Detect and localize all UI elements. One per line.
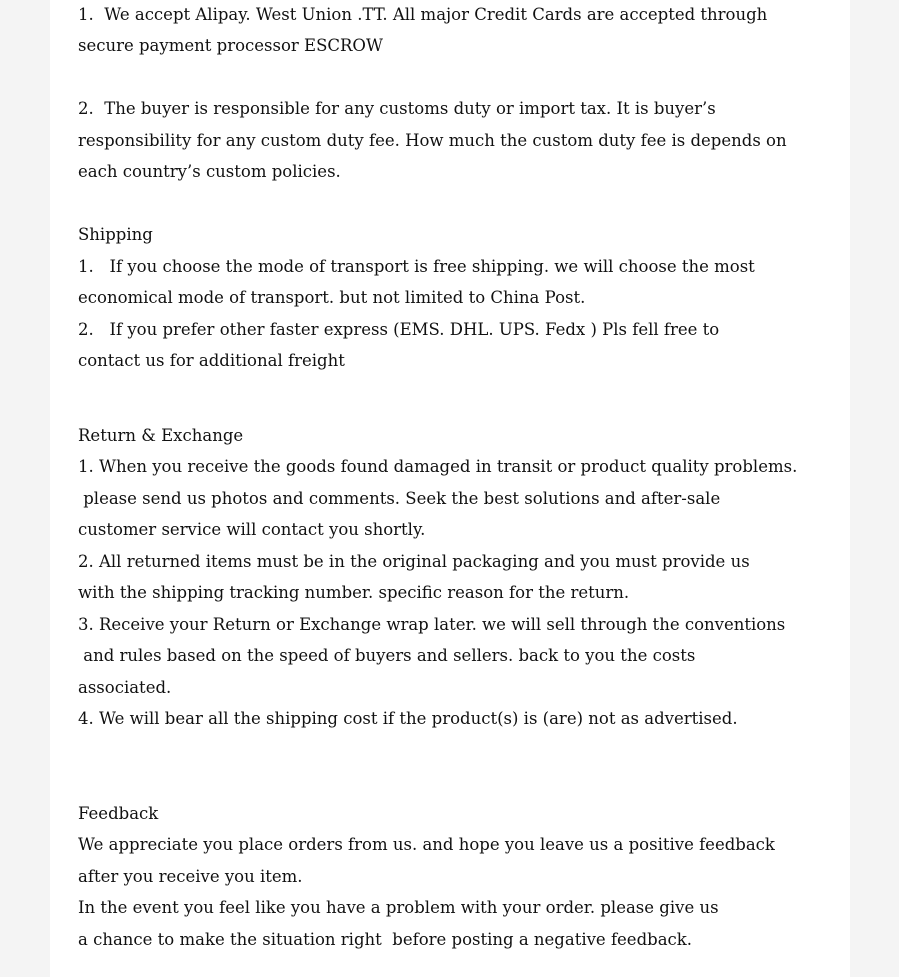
- feedback-line-1: We appreciate you place orders from us. and hope you leave us a positive feedback: [78, 835, 775, 854]
- payment-item-1-line-1: 1. We accept Alipay. West Union .TT. All major Credit Cards are accepted through: [78, 5, 768, 24]
- feedback-heading: Feedback: [78, 804, 159, 823]
- returns-heading: Return & Exchange: [78, 426, 244, 445]
- payment-item-2-line-2: responsibility for any custom duty fee. How much the custom duty fee is depends on: [78, 131, 787, 150]
- payment-item-1-line-2: secure payment processor ESCROW: [78, 36, 383, 55]
- returns-item-1-line-2: please send us photos and comments. Seek the best solutions and after-sale: [78, 489, 721, 508]
- feedback-line-2: after you receive you item.: [78, 867, 303, 886]
- returns-item-3-line-2: and rules based on the speed of buyers and sellers. back to you the costs: [78, 646, 696, 665]
- shipping-item-2-line-1: 2. If you prefer other faster express (EMS. DHL. UPS. Fedx ) Pls fell free to: [78, 320, 720, 339]
- returns-item-3-line-3: associated.: [78, 678, 172, 697]
- returns-item-3-line-1: 3. Receive your Return or Exchange wrap later. we will sell through the conventions: [78, 615, 786, 634]
- feedback-line-4: a chance to make the situation right before posting a negative feedback.: [78, 930, 693, 949]
- feedback-line-3: In the event you feel like you have a problem with your order. please give us: [78, 898, 719, 917]
- returns-item-1-line-1: 1. When you receive the goods found damaged in transit or product quality problems.: [78, 457, 798, 476]
- payment-item-2-line-3: each country’s custom policies.: [78, 162, 341, 181]
- returns-item-4-line-1: 4. We will bear all the shipping cost if the product(s) is (are) not as advertised.: [78, 709, 738, 728]
- returns-item-2-line-2: with the shipping tracking number. specific reason for the return.: [78, 583, 630, 602]
- shipping-item-1-line-1: 1. If you choose the mode of transport is free shipping. we will choose the most: [78, 257, 755, 276]
- returns-item-2-line-1: 2. All returned items must be in the original packaging and you must provide us: [78, 552, 750, 571]
- payment-item-2-line-1: 2. The buyer is responsible for any customs duty or import tax. It is buyer’s: [78, 99, 716, 118]
- shipping-heading: Shipping: [78, 225, 153, 244]
- shipping-item-2-line-2: contact us for additional freight: [78, 351, 345, 370]
- returns-item-1-line-3: customer service will contact you shortly.: [78, 520, 426, 539]
- shipping-item-1-line-2: economical mode of transport. but not limited to China Post.: [78, 288, 586, 307]
